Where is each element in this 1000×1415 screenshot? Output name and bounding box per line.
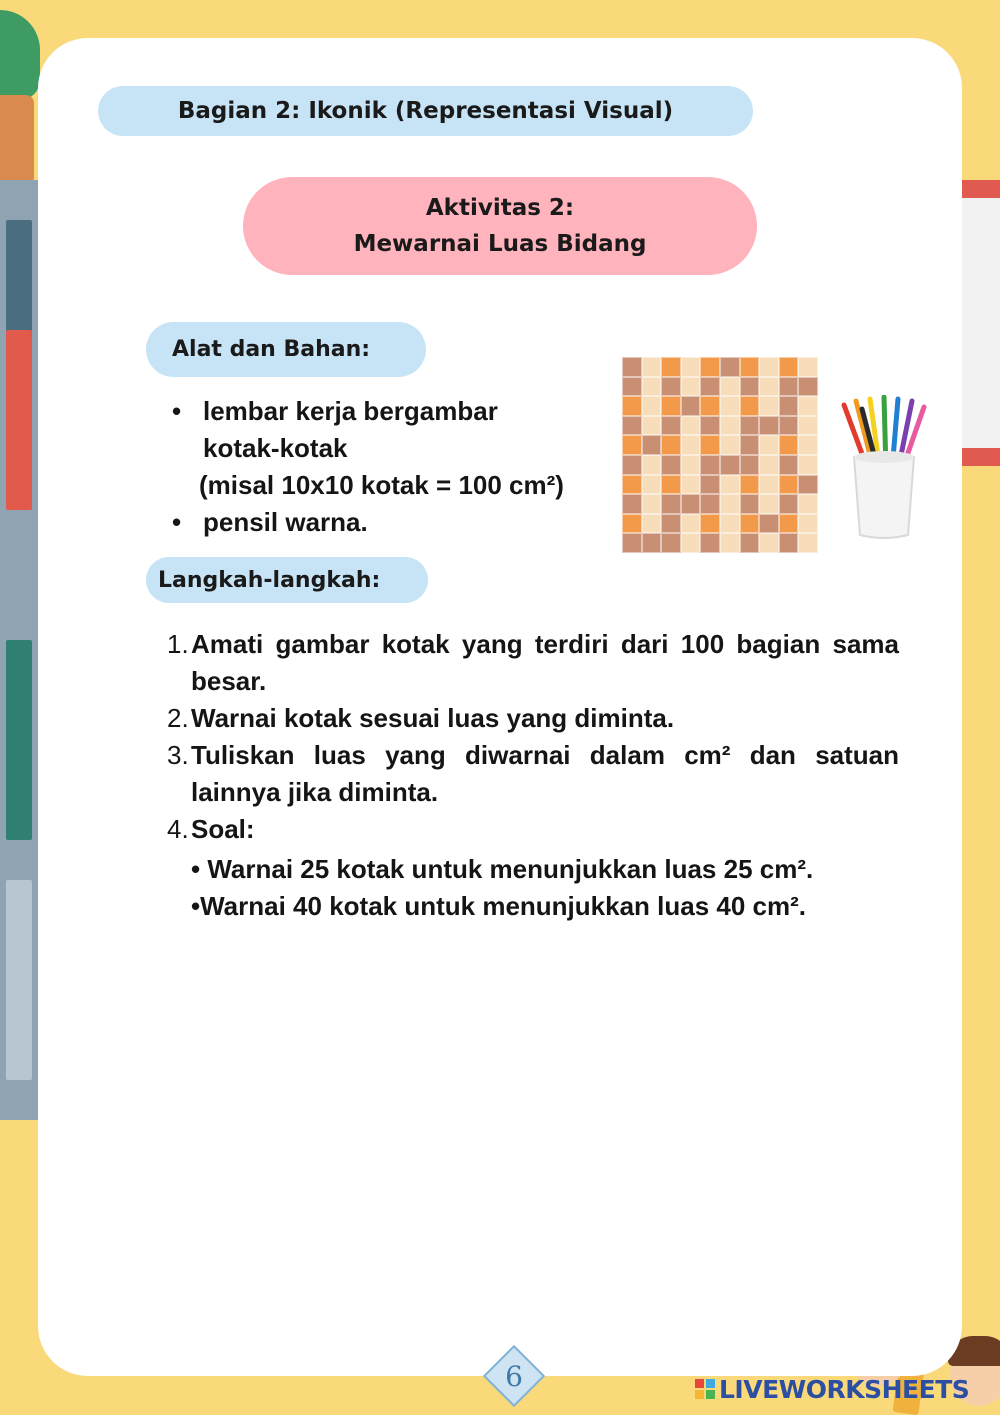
book-decoration: [6, 330, 32, 510]
tool-item-note: (misal 10x10 kotak = 100 cm²): [199, 470, 564, 500]
grid-cell: [700, 455, 720, 475]
step-number: 1.: [167, 629, 189, 659]
grid-cell: [779, 514, 799, 534]
grid-cell: [642, 435, 662, 455]
grid-cell: [661, 494, 681, 514]
grid-cell: [779, 377, 799, 397]
grid-cell: [720, 377, 740, 397]
grid-cell: [720, 357, 740, 377]
grid-cell: [622, 475, 642, 495]
grid-cell: [681, 377, 701, 397]
grid-cell: [759, 435, 779, 455]
grid-cell: [681, 475, 701, 495]
grid-cell: [759, 494, 779, 514]
grid-cell: [798, 357, 818, 377]
grid-cell: [700, 357, 720, 377]
grid-cell: [720, 435, 740, 455]
step-number: 4.: [167, 814, 189, 844]
grid-cell: [798, 416, 818, 436]
grid-cell: [622, 396, 642, 416]
grid-cell: [661, 396, 681, 416]
grid-cell: [642, 455, 662, 475]
grid-cell: [642, 396, 662, 416]
liveworksheets-icon: [695, 1379, 715, 1399]
grid-cell: [798, 533, 818, 553]
list-item: [170, 504, 610, 541]
grid-cell: [759, 396, 779, 416]
grid-cell: [661, 357, 681, 377]
grid-cell: [779, 494, 799, 514]
soal-item: • Warnai 25 kotak untuk menunjukkan luas 25 cm².: [191, 854, 814, 884]
grid-cell: [740, 377, 760, 397]
grid-cell: [779, 533, 799, 553]
grid-cell: [779, 475, 799, 495]
grid-cell: [661, 533, 681, 553]
grid-cell: [779, 357, 799, 377]
grid-cell: [642, 475, 662, 495]
grid-cell: [642, 533, 662, 553]
step-number: 3.: [167, 740, 189, 770]
grid-cell: [779, 416, 799, 436]
bullet: •: [172, 507, 182, 537]
grid-cell: [720, 396, 740, 416]
grid-cell: [700, 435, 720, 455]
steps-list: [167, 626, 899, 925]
bookshelf-decoration: [0, 180, 38, 1120]
grid-cell: [740, 494, 760, 514]
tool-item-text: lembar kerja bergambar: [203, 396, 498, 426]
grid-cell: [740, 475, 760, 495]
grid-cell: [759, 357, 779, 377]
grid-cell: [661, 514, 681, 534]
grid-cell: [798, 494, 818, 514]
step-item: [167, 737, 899, 811]
step-text: Warnai kotak sesuai luas yang diminta.: [191, 703, 675, 733]
grid-cell: [740, 533, 760, 553]
page-number-text: 6: [505, 1359, 523, 1393]
grid-cell: [622, 514, 642, 534]
step-item: [167, 626, 899, 700]
step-number: 2.: [167, 703, 189, 733]
grid-cell: [779, 455, 799, 475]
grid-cell: [740, 514, 760, 534]
bullet: •: [172, 396, 182, 426]
grid-cell: [661, 416, 681, 436]
grid-cell: [720, 533, 740, 553]
tool-item-text: kotak-kotak: [203, 433, 348, 463]
grid-cell: [700, 514, 720, 534]
step-text: Tuliskan luas yang diwarnai dalam cm² dan satuan lainnya jika diminta.: [191, 740, 899, 807]
grid-cell: [798, 396, 818, 416]
soal-item: •Warnai 40 kotak untuk menunjukkan luas 40 cm².: [191, 891, 806, 921]
grid-cell: [720, 455, 740, 475]
grid-cell: [798, 435, 818, 455]
tools-heading: Alat dan Bahan:: [146, 322, 426, 377]
activity-number: Aktivitas 2:: [425, 195, 575, 221]
grid-cell: [740, 435, 760, 455]
grid-cell: [759, 533, 779, 553]
book-decoration: [6, 880, 32, 1080]
grid-cell: [681, 455, 701, 475]
grid-cell: [720, 416, 740, 436]
plant-decoration: [0, 10, 40, 100]
grid-cell: [798, 377, 818, 397]
grid-cell: [622, 494, 642, 514]
steps-heading: Langkah-langkah:: [146, 557, 428, 603]
grid-cell: [622, 435, 642, 455]
grid-cell: [681, 533, 701, 553]
grid-cell: [661, 435, 681, 455]
step-item: [167, 811, 899, 925]
grid-cell: [622, 533, 642, 553]
page-number: [486, 1348, 542, 1404]
grid-cell: [759, 455, 779, 475]
grid-cell: [740, 416, 760, 436]
grid-cell: [700, 396, 720, 416]
grid-cell: [700, 533, 720, 553]
grid-cell: [622, 416, 642, 436]
section-title: Bagian 2: Ikonik (Representasi Visual): [98, 86, 753, 136]
list-item: [170, 393, 610, 504]
step-item: [167, 700, 899, 737]
grid-cell: [622, 455, 642, 475]
grid-cell: [759, 416, 779, 436]
grid-cell: [740, 396, 760, 416]
grid-image: [622, 357, 818, 553]
grid-cell: [681, 416, 701, 436]
grid-cell: [661, 455, 681, 475]
grid-cell: [759, 514, 779, 534]
grid-cell: [681, 357, 701, 377]
grid-cell: [642, 514, 662, 534]
grid-cell: [622, 357, 642, 377]
grid-cell: [700, 416, 720, 436]
grid-cell: [798, 475, 818, 495]
activity-title: [243, 177, 757, 275]
grid-cell: [700, 475, 720, 495]
grid-cell: [779, 396, 799, 416]
grid-cell: [740, 357, 760, 377]
grid-cell: [779, 435, 799, 455]
grid-cell: [622, 377, 642, 397]
grid-cell: [642, 494, 662, 514]
watermark-text: LIVEWORKSHEETS: [719, 1374, 970, 1404]
grid-cell: [720, 494, 740, 514]
book-decoration: [6, 640, 32, 840]
grid-cell: [798, 514, 818, 534]
grid-cell: [681, 435, 701, 455]
grid-cell: [642, 357, 662, 377]
grid-cell: [759, 377, 779, 397]
grid-cell: [642, 377, 662, 397]
tool-item-text: pensil warna.: [203, 507, 368, 537]
grid-cell: [661, 377, 681, 397]
activity-name: Mewarnai Luas Bidang: [353, 231, 647, 257]
step-text: Amati gambar kotak yang terdiri dari 100 bagian sama besar.: [191, 629, 899, 696]
grid-cell: [661, 475, 681, 495]
grid-cell: [700, 494, 720, 514]
grid-cell: [642, 416, 662, 436]
grid-cell: [700, 377, 720, 397]
grid-cell: [720, 514, 740, 534]
grid-cell: [681, 396, 701, 416]
tools-list: [170, 393, 610, 541]
liveworksheets-logo: [695, 1374, 969, 1404]
step-text: Soal:: [191, 814, 255, 844]
grid-cell: [720, 475, 740, 495]
plant-pot-decoration: [0, 95, 34, 185]
grid-cell: [681, 494, 701, 514]
colored-pencils-cup-icon: [838, 395, 930, 540]
grid-cell: [798, 455, 818, 475]
grid-cell: [759, 475, 779, 495]
grid-cell: [740, 455, 760, 475]
grid-cell: [681, 514, 701, 534]
